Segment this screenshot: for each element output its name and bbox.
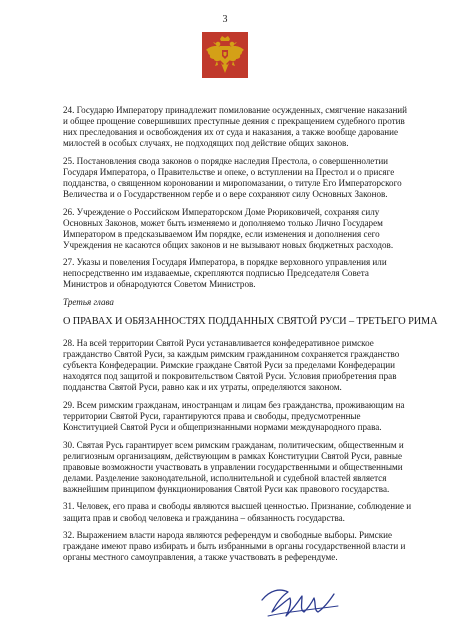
handwritten-signature <box>258 582 344 624</box>
article-29: 29. Всем римским гражданам, иностранцам и лицам без гражданства, проживающим на территории Святой Руси, гарантируются права и свободы, предусмотренные Конституцией Святой Руси и общепризнанными нормами международного права. <box>63 399 405 433</box>
document-body <box>63 105 438 570</box>
page-number: 3 <box>222 14 228 25</box>
article-25: 25. Постановления свода законов о порядке наследия Престола, о совершеннолетии Государя Императора, о Правительстве и опеке, о вступлении на Престол и о присяге подданства, о священном короновании и миропомазании, о титуле Его Императорского Величества и о Государственном гербе и о вере сохраняют силу Основных Законов. <box>63 155 402 200</box>
article-30: 30. Святая Русь гарантирует всем римским гражданам, политическим, общественным и религиозным организациям, действующим в рамках Конституции Святой Руси, равные правовые возможности участвовать в управлении государственными и общественными делами. Разделение законодательной, исполнительной и судебной властей является важнейшим принципом функционирования Святой Руси как правового государства. <box>63 439 404 494</box>
article-28: 28. На всей территории Святой Руси устанавливается конфедеративное римское гражданство Святой Руси, за каждым римским гражданином сохраняется гражданство субъекта Конфедерации. Римские граждане Святой Руси за пределами Конфедерации находятся под защитой и покровительством Святой Руси. Условия приобретения прав подданства Святой Руси, равно как и их утраты, определяются законом. <box>63 338 400 393</box>
article-27: 27. Указы и повеления Государя Императора, в порядке верховного управления или непосредственно им издаваемые, скрепляются подписью Председателя Совета Министров и обнародуются Советом Министров. <box>63 257 387 290</box>
article-31: 31. Человек, его права и свободы являются высшей ценностью. Признание, соблюдение и защита прав и свобод человека и гражданина – обязанность государства. <box>63 501 412 523</box>
article-26: 26. Учреждение о Российском Императорском Доме Рюриковичей, сохраняя силу Основных Законов, может быть изменяемо и дополняемо только Лично Государем Императором в предсказываемом Им порядке, если изменения и дополнения сего Учреждения не касаются общих законов и не вызывают новых бюджетных расходов. <box>63 206 394 250</box>
chapter-label: Третья глава <box>63 296 114 307</box>
article-32: 32. Выражением власти народа являются референдум и свободные выборы. Римские граждане имеют право избирать и быть избранными в органы государственной власти и органы местного самоуправления, а также участвовать в референдуме. <box>63 530 406 563</box>
article-24: 24. Государю Императору принадлежит помилование осужденных, смягчение наказаний и общее прощение совершивших преступные деяния с прекращением судебного против них преследования и освобождения их от суда и наказания, а также вообще дарование милостей в особых случаях, не подходящих под действие общих законов. <box>63 105 408 149</box>
chapter-title: О ПРАВАХ И ОБЯЗАННОСТЯХ ПОДДАННЫХ СВЯТОЙ РУСИ – ТРЕТЬЕГО РИМА <box>63 316 438 328</box>
double-headed-eagle-icon <box>202 32 248 78</box>
